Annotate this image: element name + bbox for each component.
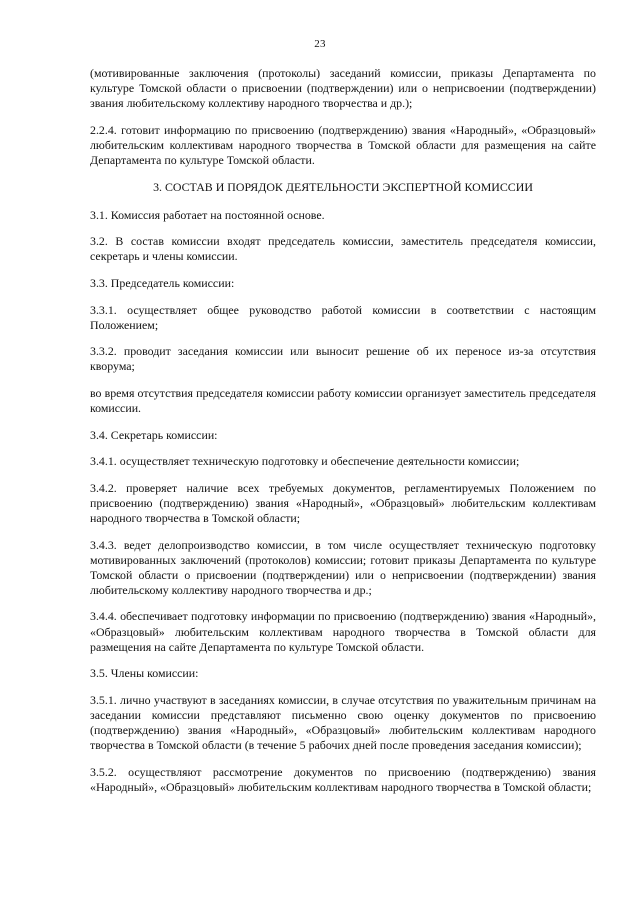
- paragraph-3-4: 3.4. Секретарь комиссии:: [90, 427, 218, 442]
- paragraph-3-3: 3.3. Председатель комиссии:: [90, 275, 235, 290]
- paragraph-3-1: 3.1. Комиссия работает на постоянной основе.: [90, 207, 325, 222]
- paragraph-3-2: 3.2. В состав комиссии входят председатель комиссии, заместитель председателя комиссии, секретарь и члены комиссии.: [90, 234, 596, 264]
- paragraph-3-4-3: 3.4.3. ведет делопроизводство комиссии, в том числе осуществляет техническую подготовку мотивированных заключений (протоколов) комиссии; готовит приказы Департамента по культуре Томской области о присвоении (подтверждении) или о неприсвоении (подтверждении) звания любительскому коллективу народного творчества и др.;: [90, 537, 596, 597]
- paragraph-deputy: во время отсутствия председателя комиссии работу комиссии организует заместитель председателя комиссии.: [90, 385, 596, 415]
- paragraph-3-3-2: 3.3.2. проводит заседания комиссии или выносит решение об их переносе из-за отсутствия кворума;: [90, 344, 596, 374]
- paragraph-3-4-1: 3.4.1. осуществляет техническую подготовку и обеспечение деятельности комиссии;: [90, 454, 520, 469]
- paragraph-3-3-1: 3.3.1. осуществляет общее руководство работой комиссии в соответствии с настоящим Положением;: [90, 302, 596, 332]
- paragraph-3-4-4: 3.4.4. обеспечивает подготовку информации по присвоению (подтверждению) звания «Народный», «Образцовый» любительским коллективам народного творчества в Томской области для размещения на сайте Департамента по культуре Томской области.: [90, 609, 596, 654]
- paragraph-3-5-1: 3.5.1. лично участвуют в заседаниях комиссии, в случае отсутствия по уважительным причинам на заседании комиссии представляют письменно свою оценку документов по присвоению (подтверждению) звания «Народный», «Образцовый» любительским коллективам народного творчества в Томской области (в течение 5 рабочих дней после проведения заседания комиссии);: [90, 692, 596, 753]
- paragraph-continuation: (мотивированные заключения (протоколы) заседаний комиссии, приказы Департамента по культуре Томской области о присвоении (подтверждении) или о неприсвоении (подтверждении) звания любительскому коллективу народного творчества и др.);: [90, 66, 596, 111]
- paragraph-3-4-2: 3.4.2. проверяет наличие всех требуемых документов, регламентируемых Положением по присвоению (подтверждению) звания «Народный», «Образцовый» любительским коллективам народного творчества в Томской области;: [90, 480, 596, 525]
- page-number: 23: [314, 38, 326, 50]
- section-heading: 3. СОСТАВ И ПОРЯДОК ДЕЯТЕЛЬНОСТИ ЭКСПЕРТНОЙ КОМИССИИ: [153, 179, 533, 194]
- paragraph-3-5-2: 3.5.2. осуществляют рассмотрение документов по присвоению (подтверждению) звания «Народный», «Образцовый» любительским коллективам народного творчества в Томской области;: [90, 764, 596, 794]
- document-body: [90, 66, 596, 806]
- paragraph-3-5: 3.5. Члены комиссии:: [90, 666, 199, 681]
- paragraph-2-2-4: 2.2.4. готовит информацию по присвоению (подтверждению) звания «Народный», «Образцовый» любительским коллективам народного творчества в Томской области для размещения на сайте Департамента по культуре Томской области.: [90, 122, 596, 167]
